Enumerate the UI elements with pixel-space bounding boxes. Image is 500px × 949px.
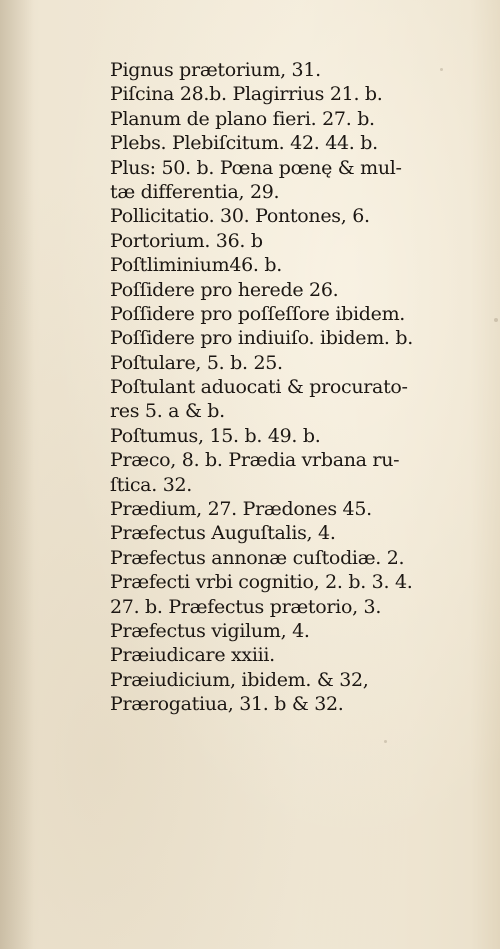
index-entry: Portorium. 36. b [110, 229, 263, 252]
index-entry: Poſſidere pro poſſeſſore ibidem. [110, 302, 406, 325]
index-entry-continuation: res 5. a & b. [110, 400, 225, 423]
index-entry: Poſtulant aduocati & procurato- [110, 376, 408, 399]
index-entry: Præco, 8. b. Prædia vrbana ru- [110, 449, 400, 472]
index-entry: Poſſidere pro herede 26. [110, 278, 339, 301]
index-entry: Poſtliminium46. b. [110, 254, 282, 277]
index-entry: Præfectus annonæ cuſtodiæ. 2. [110, 546, 405, 569]
index-entry-continuation: tæ differentia, 29. [110, 180, 280, 203]
index-entry: Poſſidere pro indiuiſo. ibidem. b. [110, 327, 413, 350]
index-entry: Prædium, 27. Prædones 45. [110, 498, 372, 521]
index-entry-continuation: ſtica. 32. [110, 473, 193, 496]
index-list [110, 58, 470, 717]
paper-stain [384, 740, 387, 743]
index-entry: Plebs. Plebiſcitum. 42. 44. b. [110, 132, 378, 155]
index-entry: Planum de plano fieri. 27. b. [110, 107, 375, 130]
index-entry: Plus: 50. b. Pœna pœnę & mul- [110, 156, 402, 179]
paper-stain [494, 318, 498, 322]
index-entry: Piſcina 28.b. Plagirrius 21. b. [110, 83, 383, 106]
index-entry: Poſtumus, 15. b. 49. b. [110, 424, 321, 447]
index-entry: Pollicitatio. 30. Pontones, 6. [110, 205, 370, 228]
index-entry: Præfectus vigilum, 4. [110, 619, 310, 642]
index-entry-continuation: 27. b. Præfectus prætorio, 3. [110, 595, 382, 618]
index-entry: Præfectus Auguſtalis, 4. [110, 522, 336, 545]
index-entry: Poſtulare, 5. b. 25. [110, 351, 283, 374]
index-entry: Præfecti vrbi cognitio, 2. b. 3. 4. [110, 571, 413, 594]
gutter-shadow [0, 0, 34, 949]
index-entry: Pignus prætorium, 31. [110, 59, 321, 81]
index-entry: Prærogatiua, 31. b & 32. [110, 693, 344, 716]
index-entry: Præiudicare xxiii. [110, 644, 275, 667]
index-entry: Præiudicium, ibidem. & 32, [110, 668, 369, 691]
